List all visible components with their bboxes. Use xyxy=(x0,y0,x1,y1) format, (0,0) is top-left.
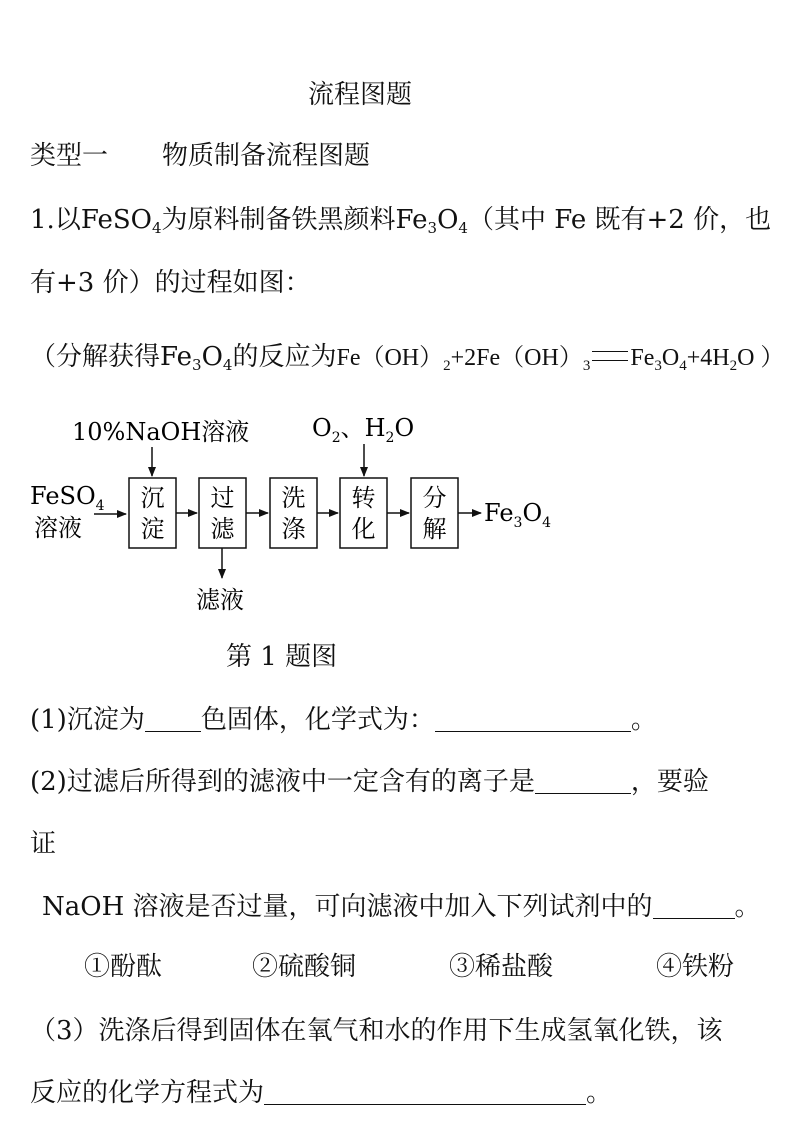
eq-text: +4H xyxy=(686,345,730,371)
formula-sub: 4 xyxy=(458,219,468,237)
subquestion-2-line1 xyxy=(30,765,709,799)
box-label: 分 xyxy=(422,484,447,512)
option-1[interactable]: ①酚酞 xyxy=(84,952,163,982)
formula-text: Fe xyxy=(395,205,428,235)
box-label: 洗 xyxy=(281,484,306,512)
sub1-text-c: 。 xyxy=(630,705,657,735)
stem-text: 以 xyxy=(54,205,81,235)
output-text: Fe xyxy=(484,499,514,527)
formula-sub: 4 xyxy=(151,219,162,237)
box-label: 淀 xyxy=(140,515,165,543)
type-text: 物质制备流程图题 xyxy=(162,141,371,171)
formula-fe3o4 xyxy=(160,342,232,372)
naoh-label: 10%NaOH溶液 xyxy=(72,418,250,446)
sub1-text-a: (1)沉淀为 xyxy=(30,705,145,735)
formula-sub: 2 xyxy=(443,358,451,374)
stem-text: 为原料制备铁黑颜料 xyxy=(161,205,396,235)
h2o-sub: 2 xyxy=(385,430,395,446)
option-3[interactable]: ③稀盐酸 xyxy=(449,952,554,982)
sub3-text-c: 。 xyxy=(586,1078,613,1108)
box-label: 沉 xyxy=(140,484,165,512)
h2o-text: H xyxy=(364,414,386,442)
formula-feso4 xyxy=(81,205,162,235)
box-label: 滤 xyxy=(210,515,235,543)
box-label: 涤 xyxy=(281,515,306,543)
filtrate-label: 滤液 xyxy=(196,586,244,614)
input-feso4 xyxy=(30,482,105,514)
answer-blank-reagent[interactable] xyxy=(653,892,735,919)
formula-text: Fe xyxy=(160,342,193,372)
eq-text: O ） xyxy=(737,345,785,371)
formula-sub: 3 xyxy=(192,356,202,374)
output-sub: 4 xyxy=(542,515,552,531)
separator: 、 xyxy=(340,414,365,442)
box-label: 转 xyxy=(351,484,376,512)
formula-text: O xyxy=(201,342,223,372)
output-text: O xyxy=(522,499,543,527)
diagram-caption: 第 1 题图 xyxy=(226,642,338,672)
subquestion-1 xyxy=(30,703,657,737)
formula-fe3o4 xyxy=(396,205,468,235)
formula-sub: 3 xyxy=(427,219,438,237)
formula-sub: 3 xyxy=(582,358,591,374)
sub3-text-b: 反应的化学方程式为 xyxy=(30,1078,265,1108)
input-sub: 4 xyxy=(95,498,105,514)
answer-blank-formula[interactable] xyxy=(435,705,631,732)
output-fe3o4 xyxy=(484,499,551,531)
subquestion-2-line2: 证 xyxy=(30,829,57,859)
question-1-stem-line2: 有+3 价）的过程如图： xyxy=(30,268,311,298)
formula-sub: 2 xyxy=(729,358,738,374)
formula-text: O xyxy=(437,205,459,235)
sub2-text-e: 。 xyxy=(734,892,761,922)
page-title: 流程图题 xyxy=(308,80,413,110)
flow-diagram xyxy=(0,400,788,630)
o2-text: O xyxy=(312,414,332,442)
eq-text: +2Fe（OH） xyxy=(450,345,583,371)
box-label: 解 xyxy=(422,515,447,543)
box-label: 过 xyxy=(210,484,235,512)
decomposition-equation xyxy=(30,340,784,375)
sub2-text-b: ，要验 xyxy=(630,767,709,797)
h2o-text: O xyxy=(394,414,415,442)
type-heading xyxy=(30,139,370,173)
equals-sign xyxy=(592,351,628,361)
sub1-text-b: 色固体，化学式为： xyxy=(200,705,435,735)
type-label: 类型一 xyxy=(30,141,109,171)
box-label: 化 xyxy=(351,515,376,543)
option-2[interactable]: ②硫酸铜 xyxy=(252,952,357,982)
eq-text: Fe（OH） xyxy=(336,345,444,371)
answer-blank-color[interactable] xyxy=(145,705,201,732)
subquestion-3-line2 xyxy=(30,1076,612,1110)
sub2-text-d: NaOH 溶液是否过量，可向滤液中加入下列试剂中的 xyxy=(42,892,653,922)
eq-text: Fe xyxy=(630,345,655,371)
input-solution: 溶液 xyxy=(34,514,82,542)
formula-sub: 4 xyxy=(679,358,687,374)
formula-sub: 4 xyxy=(222,356,233,374)
option-4[interactable]: ④铁粉 xyxy=(656,952,735,982)
eq-text: （分解获得 xyxy=(30,342,161,372)
subquestion-2-line3 xyxy=(42,890,761,924)
answer-blank-ions[interactable] xyxy=(535,767,631,794)
subquestion-3-line1: （3）洗涤后得到固体在氧气和水的作用下生成氢氧化铁，该 xyxy=(30,1016,723,1046)
eq-text: O xyxy=(661,345,680,371)
formula-text: FeSO xyxy=(80,205,152,235)
question-1-stem-line1 xyxy=(30,203,771,237)
o2-sub: 2 xyxy=(331,430,341,446)
eq-text: 的反应为 xyxy=(232,342,337,372)
stem-text: （其中 Fe 既有+2 价，也 xyxy=(467,205,772,235)
output-sub: 3 xyxy=(513,515,523,531)
input-text: FeSO xyxy=(30,482,96,510)
o2-h2o-label xyxy=(312,414,414,446)
formula-sub: 3 xyxy=(654,358,662,374)
answer-blank-equation[interactable] xyxy=(264,1078,586,1105)
sub2-text-a: (2)过滤后所得到的滤液中一定含有的离子是 xyxy=(30,767,535,797)
question-number: 1. xyxy=(30,205,55,235)
